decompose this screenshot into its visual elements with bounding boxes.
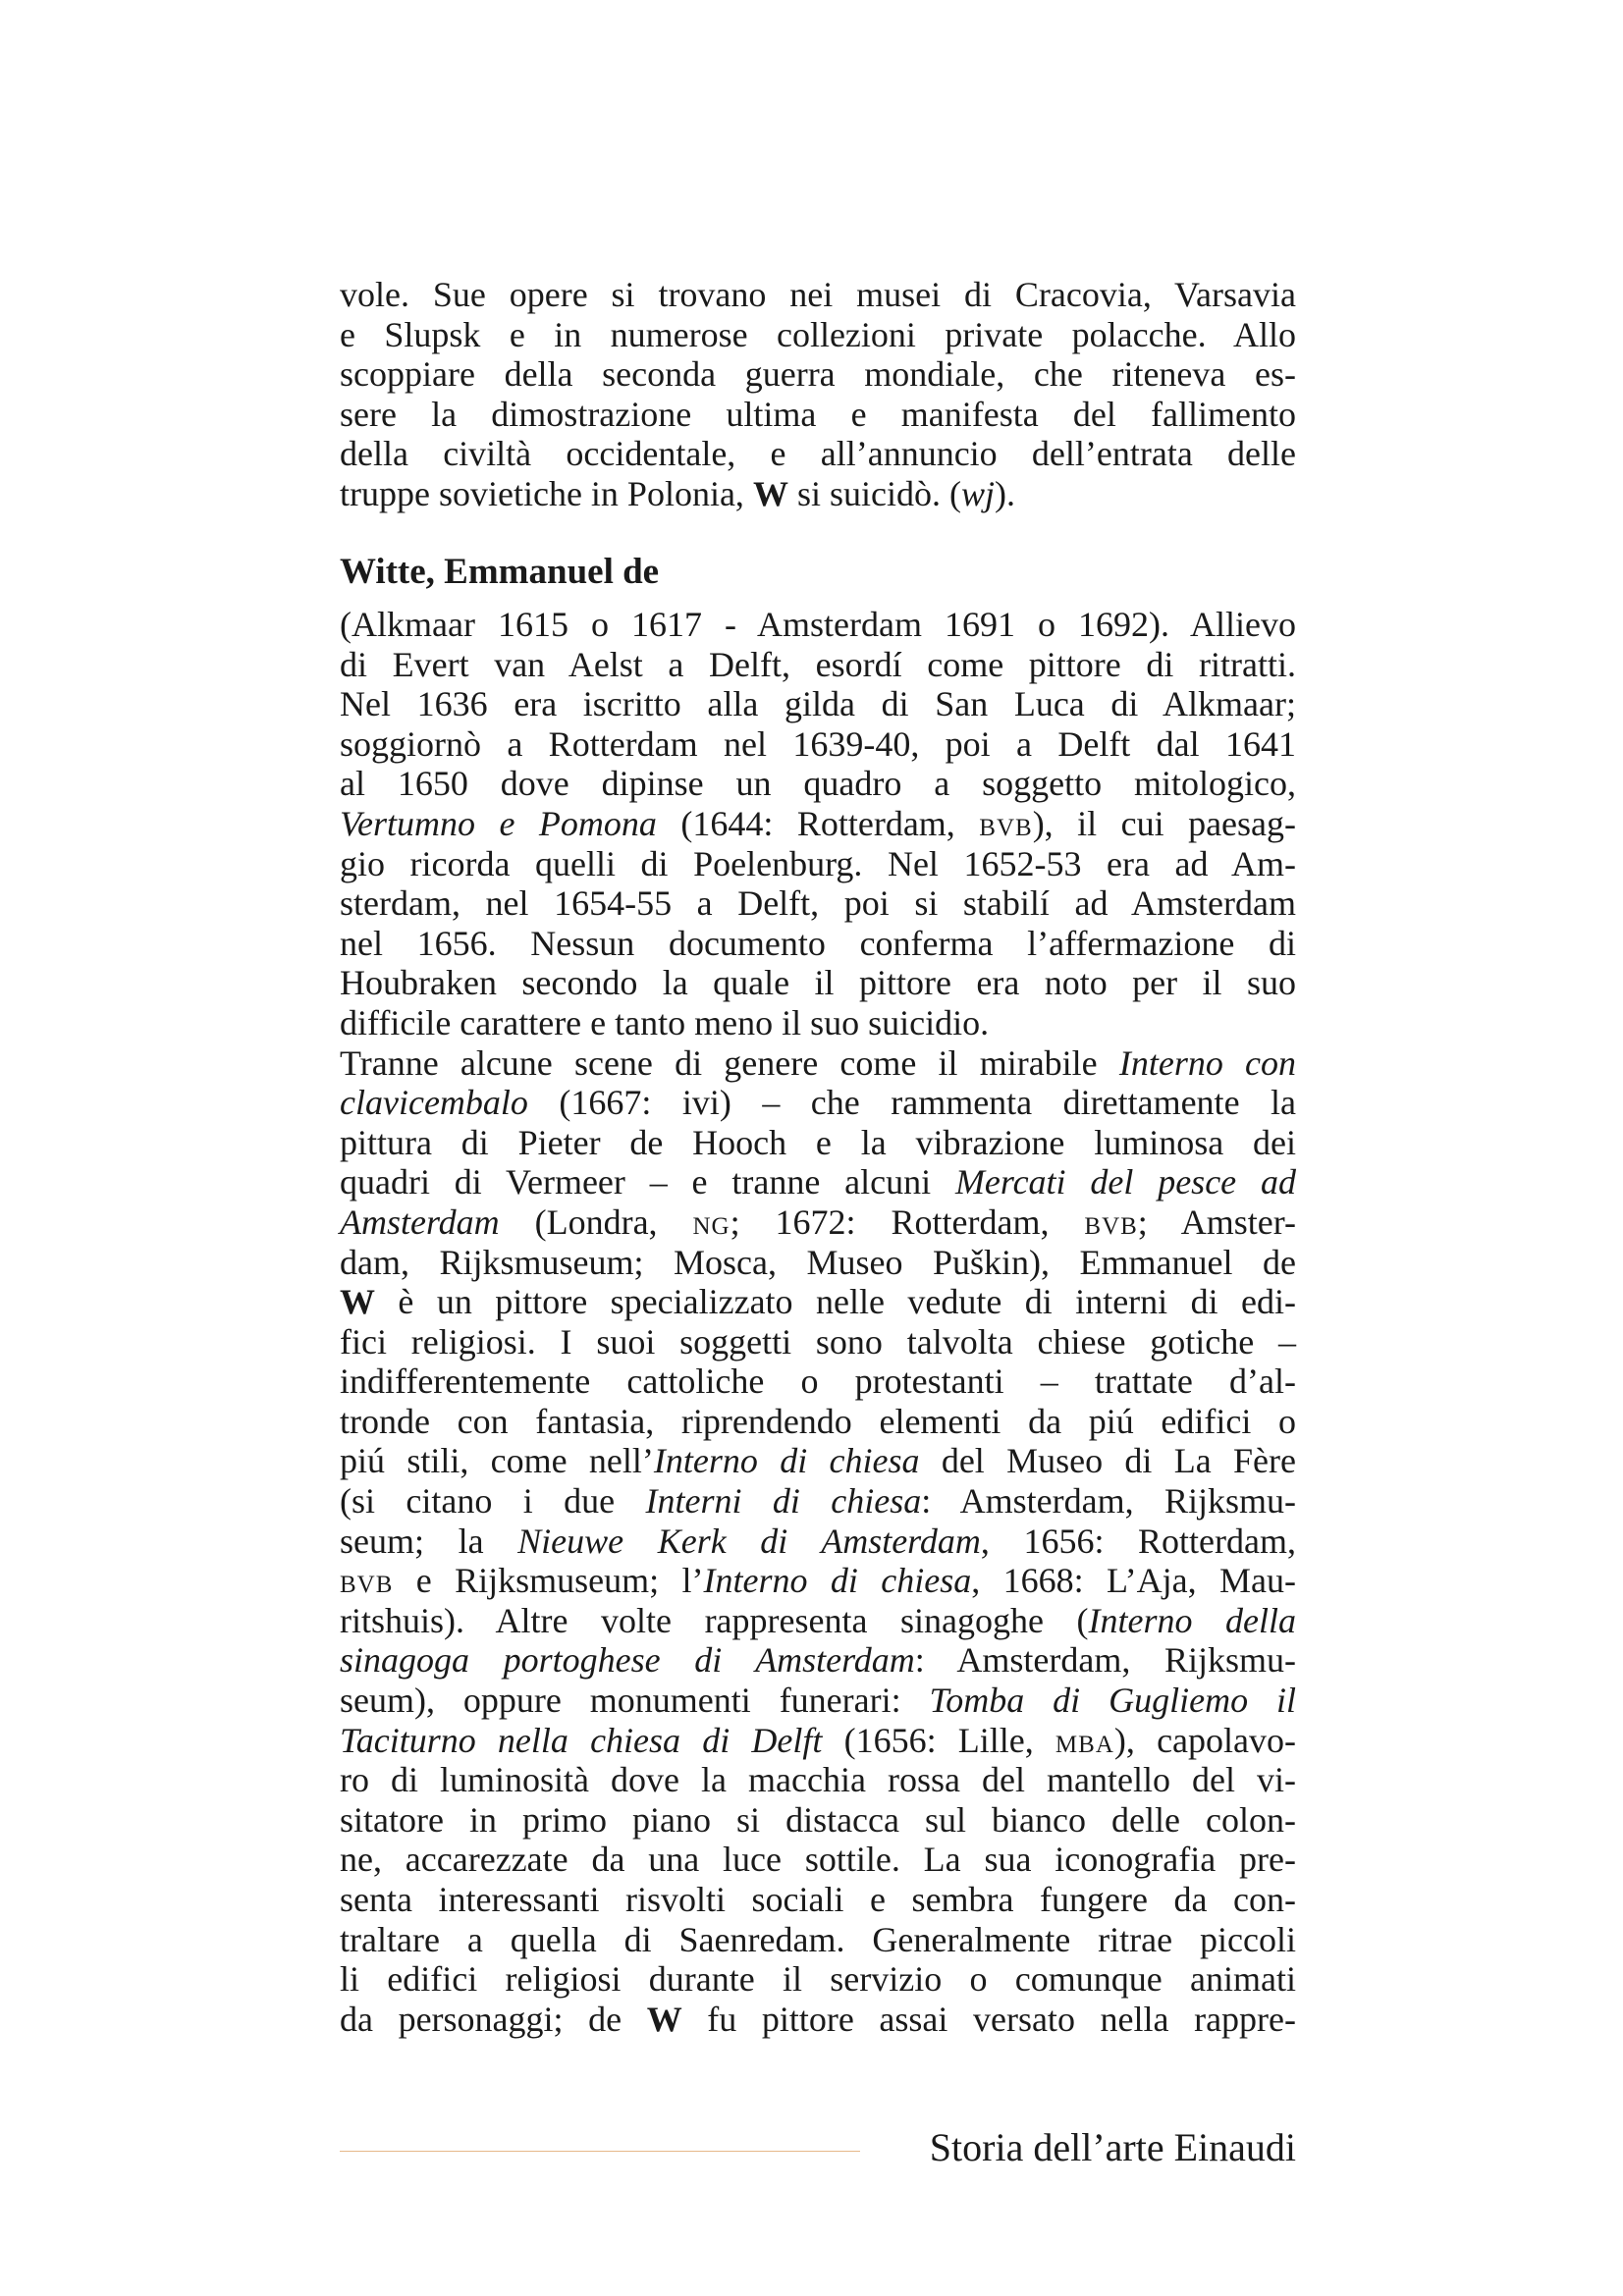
text-line: sere la dimostrazione ultima e manifesta del fallimento xyxy=(340,394,1296,434)
text-line: seum; la Nieuwe Kerk di Amsterdam, 1656: Rotterdam, xyxy=(340,1521,1296,1561)
text-line: Houbraken secondo la quale il pittore era noto per il suo xyxy=(340,963,1296,1003)
text-line: soggiornò a Rotterdam nel 1639-40, poi a Delft dal 1641 xyxy=(340,723,1296,764)
footer-title: Storia dell’arte Einaudi xyxy=(929,2125,1296,2169)
text-line: di Evert van Aelst a Delft, esordí come pittore di ritratti. xyxy=(340,644,1296,684)
footer-rule xyxy=(340,2151,860,2152)
text-line: tronde con fantasia, riprendendo elementi da piú edifici o xyxy=(340,1401,1296,1441)
text-line: e Slupsk e in numerose collezioni private polacche. Allo xyxy=(340,314,1296,354)
text-line: al 1650 dove dipinse un quadro a soggetto mitologico, xyxy=(340,764,1296,804)
text-line: W è un pittore specializzato nelle vedute di interni di edi- xyxy=(340,1282,1296,1322)
text-line: sterdam, nel 1654-55 a Delft, poi si stabilí ad Amsterdam xyxy=(340,883,1296,924)
text-line: Nel 1636 era iscritto alla gilda di San Luca di Alkmaar; xyxy=(340,684,1296,724)
text-line: Taciturno nella chiesa di Delft (1656: Lille, MBA), capolavo- xyxy=(340,1720,1296,1760)
text-line: da personaggi; de W fu pittore assai versato nella rappre- xyxy=(340,1999,1296,2039)
text-line: gio ricorda quelli di Poelenburg. Nel 1652-53 era ad Am- xyxy=(340,843,1296,883)
text-line: quadri di Vermeer – e tranne alcuni Mercati del pesce ad xyxy=(340,1162,1296,1202)
text-line: li edifici religiosi durante il servizio o comunque animati xyxy=(340,1959,1296,2000)
text-line: fici religiosi. I suoi soggetti sono talvolta chiese gotiche – xyxy=(340,1321,1296,1362)
entry-heading: Witte, Emmanuel de xyxy=(340,552,660,592)
text-line: piú stili, come nell’Interno di chiesa del Museo di La Fère xyxy=(340,1441,1297,1481)
text-line: indifferentemente cattoliche o protestanti – trattate d’al- xyxy=(340,1362,1296,1402)
text-line: Amsterdam (Londra, NG; 1672: Rotterdam, BVB; Amster- xyxy=(340,1201,1296,1242)
text-line: seum), oppure monumenti funerari: Tomba di Gugliemo il xyxy=(340,1681,1297,1721)
text-line: ro di luminosità dove la macchia rossa del mantello del vi- xyxy=(340,1760,1296,1800)
text-line: Vertumno e Pomona (1644: Rotterdam, BVB), il cui paesag- xyxy=(340,803,1297,843)
text-line: ritshuis). Altre volte rappresenta sinagoghe (Interno della xyxy=(340,1600,1296,1640)
text-line: (si citano i due Interni di chiesa: Amsterdam, Rijksmu- xyxy=(340,1481,1296,1522)
text-line: vole. Sue opere si trovano nei musei di Cracovia, Varsavia xyxy=(340,275,1296,314)
text-line: scoppiare della seconda guerra mondiale, che riteneva es- xyxy=(340,354,1296,395)
text-line: truppe sovietiche in Polonia, W si suicidò. (wj). xyxy=(340,473,1015,513)
text-line: difficile carattere e tanto meno il suo suicidio. xyxy=(340,1002,990,1042)
entry-witte xyxy=(340,550,1296,2039)
text-line: pittura di Pieter de Hooch e la vibrazione luminosa dei xyxy=(340,1122,1296,1162)
text-line: Tranne alcune scene di genere come il mirabile Interno con xyxy=(340,1042,1296,1083)
text-line: della civiltà occidentale, e all’annuncio dell’entrata delle xyxy=(340,434,1296,474)
text-line: clavicembalo (1667: ivi) – che rammenta direttamente la xyxy=(340,1083,1296,1123)
text-line: nel 1656. Nessun documento conferma l’affermazione di xyxy=(340,923,1296,963)
text-line: traltare a quella di Saenredam. Generalmente ritrae piccoli xyxy=(340,1919,1296,1959)
text-line: dam, Rijksmuseum; Mosca, Museo Puškin), Emmanuel de xyxy=(340,1242,1296,1282)
text-line: (Alkmaar 1615 o 1617 - Amsterdam 1691 o 1692). Allievo xyxy=(340,605,1296,644)
text-line: ne, accarezzate da una luce sottile. La sua iconografia pre- xyxy=(340,1840,1296,1880)
text-line: sitatore in primo piano si distacca sul bianco delle colon- xyxy=(340,1799,1296,1840)
previous-entry-continuation xyxy=(340,275,1296,514)
text-line: sinagoga portoghese di Amsterdam: Amsterdam, Rijksmu- xyxy=(340,1640,1296,1681)
text-line: senta interessanti risvolti sociali e sembra fungere da con- xyxy=(340,1880,1296,1919)
text-line: BVB e Rijksmuseum; l’Interno di chiesa, 1668: L’Aja, Mau- xyxy=(340,1561,1296,1601)
